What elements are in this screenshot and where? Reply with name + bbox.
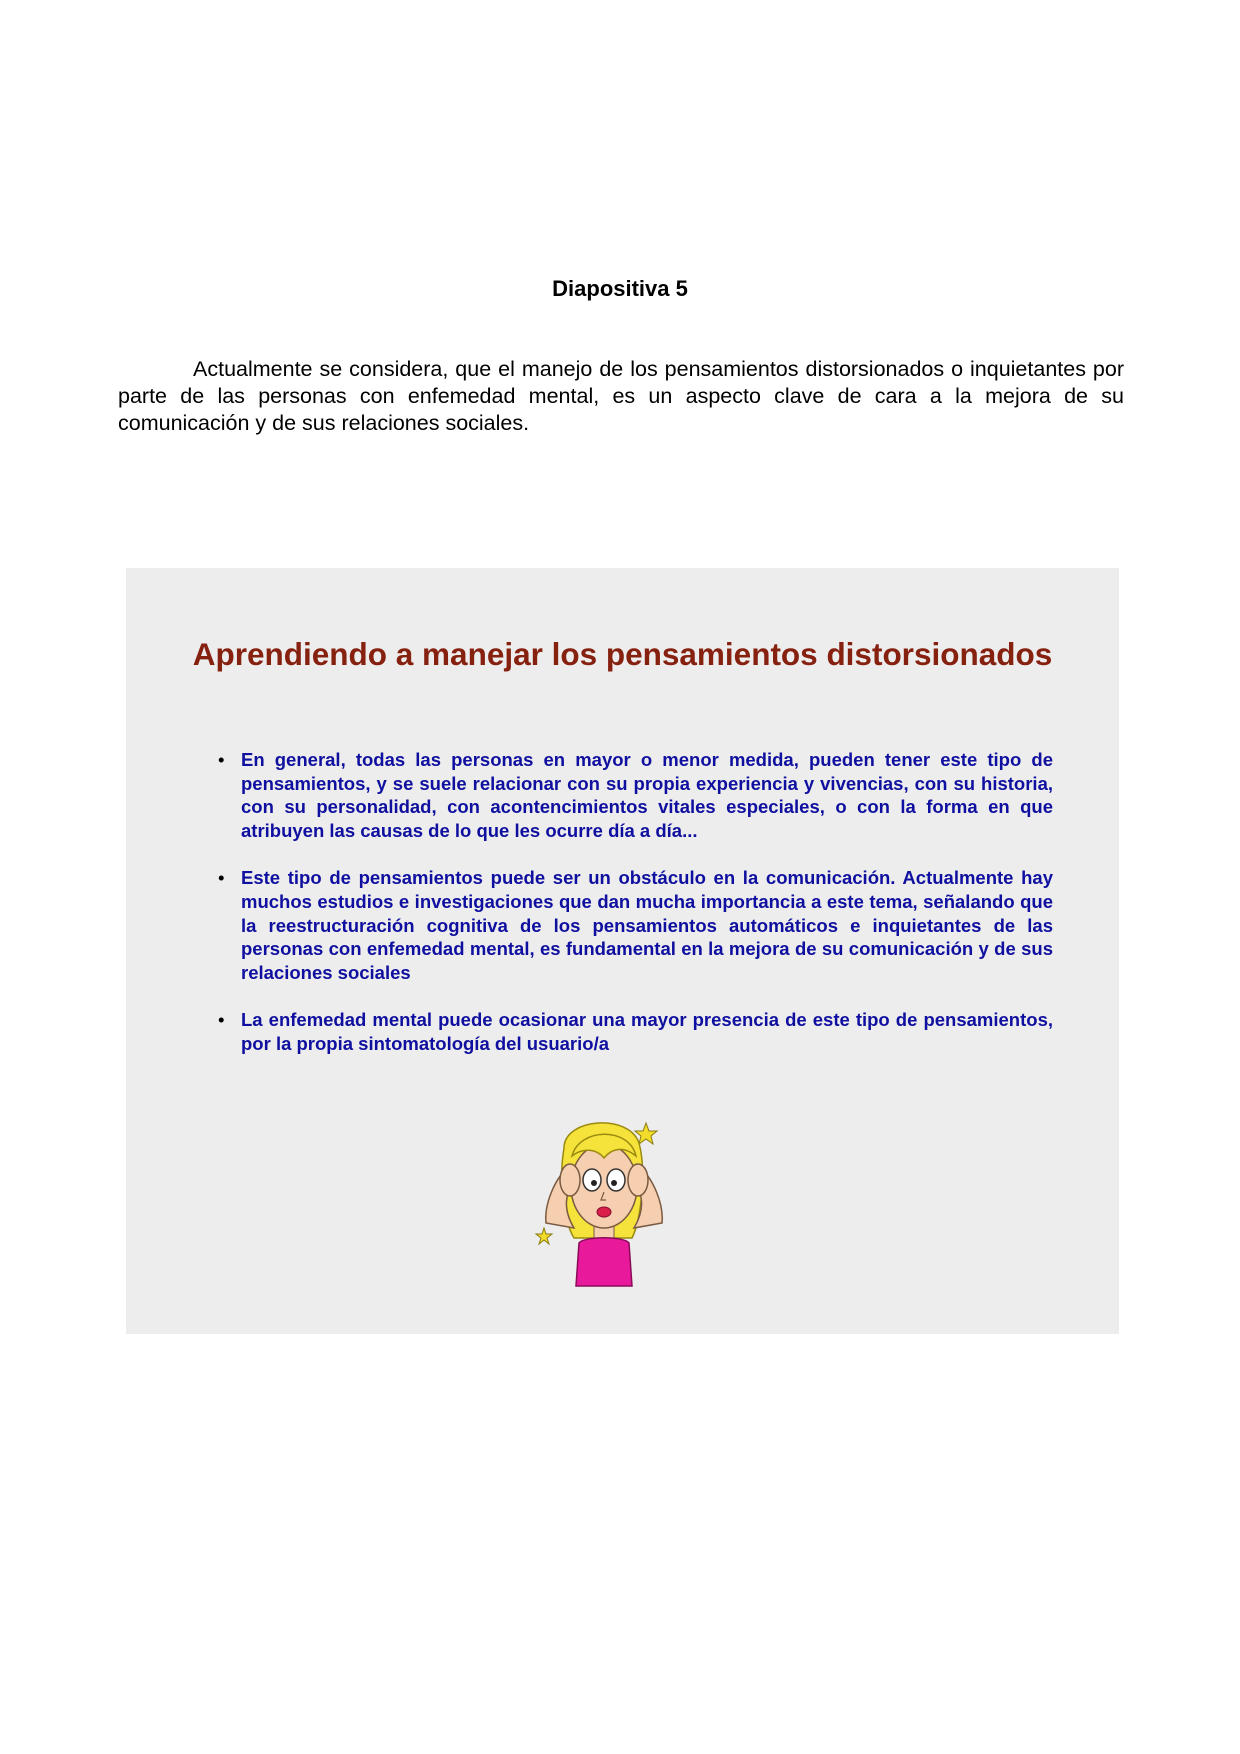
bullet-text: Este tipo de pensamientos puede ser un obstáculo en la comunicación. Actualmente hay muchos estudios e investigaciones que dan mucha importancia a este tema, señalando que la reestructuración cognitiva de los pensamientos automáticos e inquietantes de las personas con enfemedad mental, es fundamental en la mejora de su comunicación y de sus relaciones sociales [241,867,1053,983]
intro-paragraph: Actualmente se considera, que el manejo de los pensamientos distorsionados o inquietantes por parte de las personas con enfemedad mental, es un aspecto clave de cara a la mejora de su comunicación y de sus relaciones sociales. [118,357,1124,435]
bullet-dot: • [218,867,225,889]
bullet-item [218,866,1053,984]
bullet-item [218,748,1053,842]
bullet-text: La enfemedad mental puede ocasionar una mayor presencia de este tipo de pensamientos, por la propia sintomatología del usuario/a [241,1009,1053,1054]
bullet-dot: • [218,1009,225,1031]
bullet-text: En general, todas las personas en mayor o menor medida, pueden tener este tipo de pensamientos, y se suele relacionar con su propia experiencia y vivencias, con su historia, con su personalidad, con acontencimientos vitales especiales, o con la forma en que atribuyen las causas de lo que les ocurre día a día... [241,749,1053,841]
slide-title: Aprendiendo a manejar los pensamientos distorsionados [192,636,1053,672]
page-heading: Diapositiva 5 [552,276,688,301]
slide-panel [126,568,1119,1334]
bullet-dot: • [218,749,225,770]
bullet-item [218,1008,1053,1055]
worried-girl-cartoon-icon [534,1108,674,1288]
slide-bullet-list [218,748,1053,1080]
